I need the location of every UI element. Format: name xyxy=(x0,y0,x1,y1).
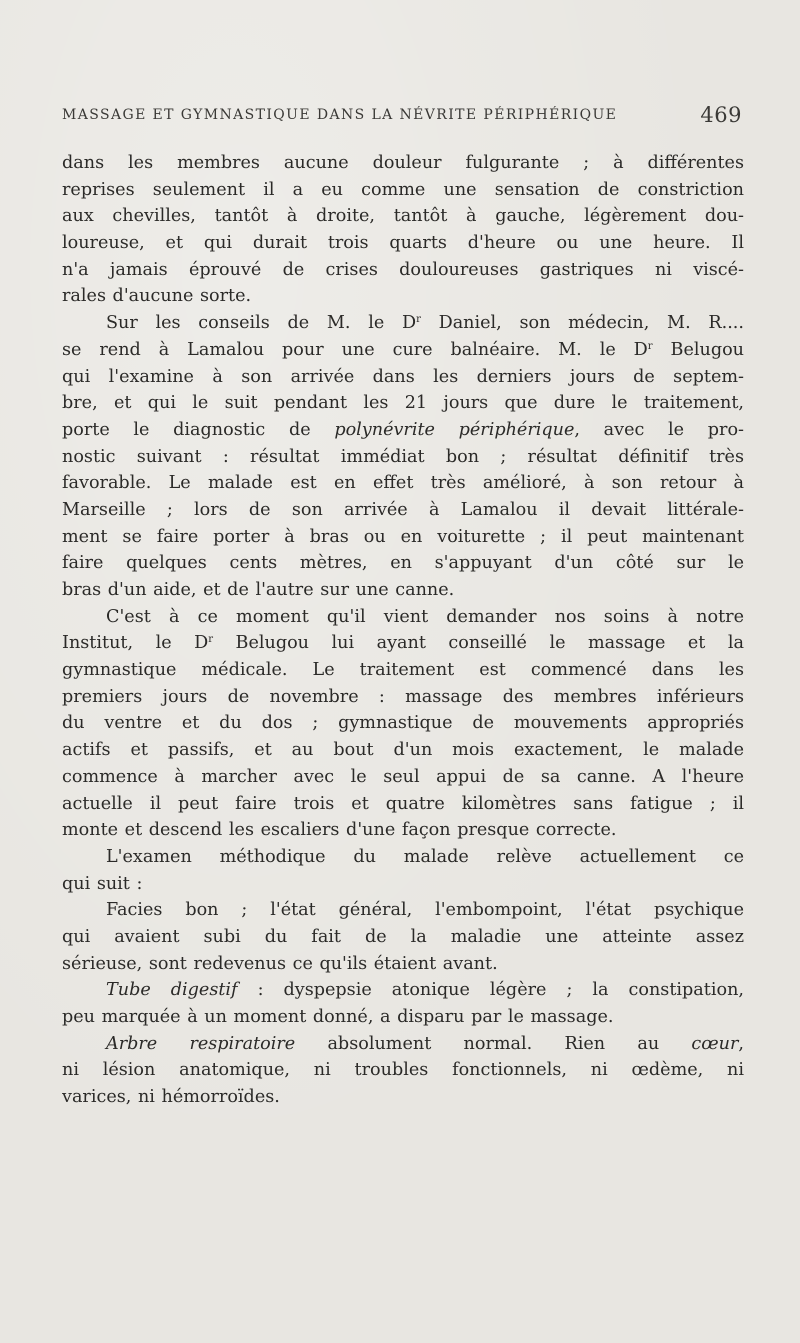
text-line: rales d'aucune sorte. xyxy=(62,286,252,307)
paragraph-3 xyxy=(62,604,744,844)
paragraph-7 xyxy=(62,1031,744,1111)
text-line: actuelle il peut faire trois et quatre kilomètres sans fatigue ; il xyxy=(62,793,744,814)
paragraph-1 xyxy=(62,150,744,310)
text-line: commence à marcher avec le seul appui de sa canne. A l'heure xyxy=(62,766,744,787)
text-line: faire quelques cents mètres, en s'appuyant d'un côté sur le xyxy=(62,553,744,574)
text-line: premiers jours de novembre : massage des membres inférieurs xyxy=(62,686,744,707)
paragraph-2 xyxy=(62,310,744,604)
paragraph-5 xyxy=(62,897,744,977)
text-line: Tube digestif : dyspepsie atonique légère ; la constipation, xyxy=(106,980,744,1001)
text-line: porte le diagnostic de polynévrite périphérique, avec le pro- xyxy=(62,419,744,440)
text-line: varices, ni hémorroïdes. xyxy=(62,1087,280,1108)
text-line: C'est à ce moment qu'il vient demander nos soins à notre xyxy=(106,606,744,627)
diagnosis-term: polynévrite périphérique xyxy=(334,419,575,440)
text-line: actifs et passifs, et au bout d'un mois exactement, le malade xyxy=(62,740,744,761)
text-line: n'a jamais éprouvé de crises douloureuses gastriques ni viscé- xyxy=(62,259,744,280)
paragraph-4 xyxy=(62,844,744,897)
text-line: du ventre et du dos ; gymnastique de mouvements appropriés xyxy=(62,713,744,734)
section-term: Tube digestif xyxy=(106,980,238,1001)
text-line: qui avaient subi du fait de la maladie une atteinte assez xyxy=(62,926,744,947)
text-line: Marseille ; lors de son arrivée à Lamalou il devait littérale- xyxy=(62,499,744,520)
text-line: bras d'un aide, et de l'autre sur une canne. xyxy=(62,580,455,600)
text-line: Arbre respiratoire absolument normal. Rien au cœur, xyxy=(106,1033,744,1054)
text-line: ni lésion anatomique, ni troubles fonctionnels, ni œdème, ni xyxy=(62,1060,744,1081)
text-line: nostic suivant : résultat immédiat bon ; résultat définitif très xyxy=(62,446,744,467)
text-line: sérieuse, sont redevenus ce qu'ils étaient avant. xyxy=(62,953,498,974)
paragraph-6 xyxy=(62,977,744,1030)
section-term: cœur xyxy=(691,1033,739,1054)
text-line: bre, et qui le suit pendant les 21 jours que dure le traitement, xyxy=(62,393,744,414)
text-line: aux chevilles, tantôt à droite, tantôt à gauche, légèrement dou- xyxy=(62,206,744,227)
section-term: Arbre respiratoire xyxy=(106,1033,296,1054)
text-line: ment se faire porter à bras ou en voiturette ; il peut maintenant xyxy=(62,526,744,547)
text-line: Sur les conseils de M. le $D^r$ Daniel, son médecin, M. R.... xyxy=(106,313,744,334)
text-line: Institut, le $D^r$ Belugou lui ayant conseillé le massage et la xyxy=(62,633,744,654)
text-line: qui suit : xyxy=(62,873,143,894)
text-line: Facies bon ; l'état général, l'embompoint, l'état psychique xyxy=(106,900,744,921)
text-line: favorable. Le malade est en effet très amélioré, à son retour à xyxy=(62,473,744,494)
body-text xyxy=(62,150,744,1111)
text-line: L'examen méthodique du malade relève actuellement ce xyxy=(106,846,744,867)
text-line: qui l'examine à son arrivée dans les derniers jours de septem- xyxy=(62,366,744,387)
text-line: monte et descend les escaliers d'une façon presque correcte. xyxy=(62,820,617,841)
text-line: loureuse, et qui durait trois quarts d'heure ou une heure. Il xyxy=(62,233,744,254)
text-line: dans les membres aucune douleur fulgurante ; à différentes xyxy=(62,153,744,173)
page-number: 469 xyxy=(700,103,742,127)
text-line: peu marquée à un moment donné, a disparu par le massage. xyxy=(62,1007,614,1027)
text-line: se rend à Lamalou pour une cure balnéaire. M. le $D^r$ Belugou xyxy=(62,339,744,360)
text-line: reprises seulement il a eu comme une sensation de constriction xyxy=(62,179,744,200)
running-title: MASSAGE ET GYMNASTIQUE DANS LA NÉVRITE PÉRIPHÉRIQUE xyxy=(62,107,618,123)
running-head xyxy=(62,103,742,131)
text-line: gymnastique médicale. Le traitement est commencé dans les xyxy=(62,660,744,681)
